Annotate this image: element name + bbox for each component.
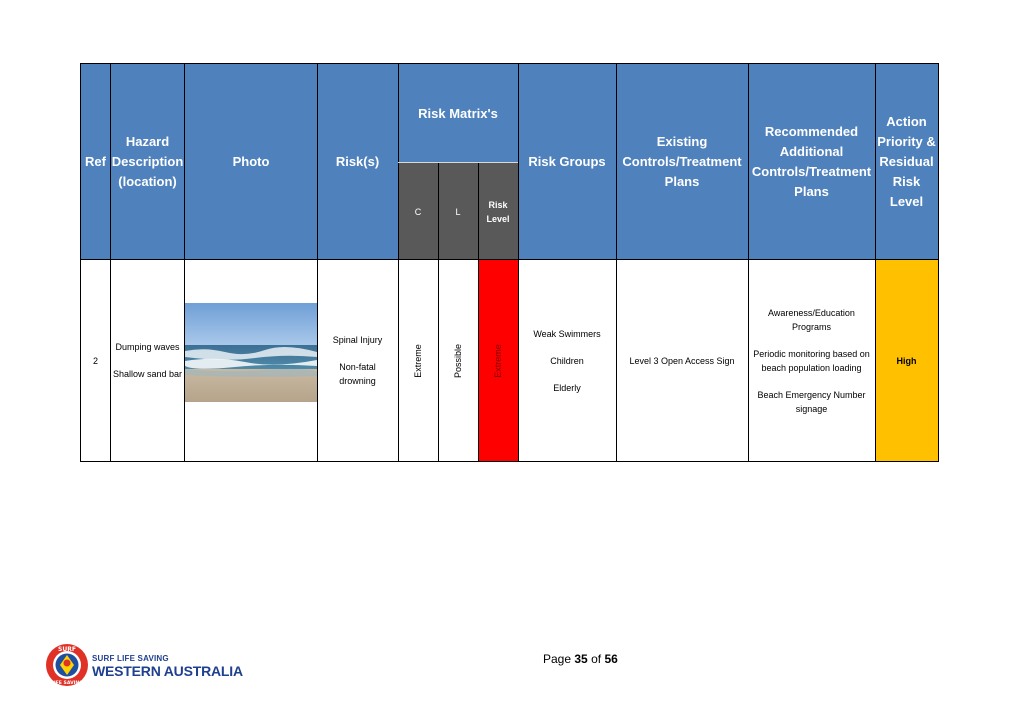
hazard-item: Shallow sand bar: [112, 369, 183, 379]
header-l: L: [438, 163, 478, 260]
cell-existing-controls: Level 3 Open Access Sign: [616, 260, 748, 461]
page-of: of: [591, 652, 602, 666]
header-risk-level: Risk Level: [478, 163, 518, 260]
table-border-right: [938, 63, 939, 462]
cell-recommended-controls: [748, 260, 875, 461]
header-hazard: Hazard Description (location): [110, 64, 185, 260]
table-border-top: [80, 63, 939, 64]
cell-action-priority: High: [875, 260, 938, 461]
beach-photo: [185, 303, 317, 402]
logo-line-1: SURF LIFE SAVING: [92, 654, 169, 663]
col-divider: [184, 63, 185, 462]
cell-likelihood: [438, 260, 478, 461]
col-divider: [748, 63, 749, 462]
col-divider: [875, 63, 876, 462]
cell-consequence: [398, 260, 438, 461]
consequence-value: Extreme: [412, 343, 423, 378]
risk-item: Non-fatal drowning: [339, 362, 376, 386]
risk-item: Spinal Injury: [332, 335, 383, 345]
logo-ring-top: SURF: [58, 646, 76, 653]
cell-ref: 2: [81, 260, 110, 461]
logo-text: [92, 654, 243, 679]
logo-line-2: WESTERN AUSTRALIA: [92, 663, 243, 679]
page-number: [543, 652, 618, 666]
cell-hazard: [110, 260, 185, 461]
header-ref: Ref: [81, 64, 110, 260]
table-border-bottom: [80, 461, 939, 462]
header-existing-controls: Existing Controls/Treatment Plans: [616, 64, 748, 260]
header-action-priority: Action Priority & Residual Risk Level: [875, 64, 938, 260]
risk-group-item: Weak Swimmers: [533, 328, 601, 339]
header-recommended-controls: Recommended Additional Controls/Treatment Plans: [748, 64, 875, 260]
col-divider: [518, 63, 519, 462]
cell-risks: [317, 260, 398, 461]
risk-level-value: Extreme: [492, 343, 503, 378]
hazard-item: Dumping waves: [115, 342, 180, 352]
likelihood-value: Possible: [453, 343, 463, 378]
cell-risk-groups: [518, 260, 616, 461]
header-risks: Risk(s): [317, 64, 398, 260]
col-divider: [398, 63, 399, 462]
page-prefix: Page: [543, 652, 572, 666]
col-divider: [438, 163, 439, 462]
header-c: C: [398, 163, 438, 260]
header-risk-matrix: Risk Matrix's: [398, 64, 518, 163]
page-current: 35: [574, 652, 588, 666]
col-divider: [616, 63, 617, 462]
logo-ring-bottom: LIFE SAVING: [51, 681, 83, 686]
page-total: 56: [604, 652, 618, 666]
recommended-item: Beach Emergency Number signage: [757, 389, 866, 414]
header-risk-groups: Risk Groups: [518, 64, 616, 260]
matrix-divider: [398, 162, 518, 163]
recommended-item: Periodic monitoring based on beach population loading: [753, 348, 870, 373]
recommended-item: Awareness/Education Programs: [768, 307, 855, 332]
risk-group-item: Elderly: [553, 382, 581, 393]
table-border-mid: [80, 259, 939, 260]
surf-life-saving-logo-icon: [44, 643, 90, 687]
col-divider: [317, 63, 318, 462]
header-photo: Photo: [185, 64, 317, 260]
col-divider: [478, 163, 479, 462]
cell-risk-level: [478, 260, 518, 461]
table-border-left: [80, 63, 81, 462]
risk-group-item: Children: [550, 355, 584, 366]
col-divider: [110, 63, 111, 462]
